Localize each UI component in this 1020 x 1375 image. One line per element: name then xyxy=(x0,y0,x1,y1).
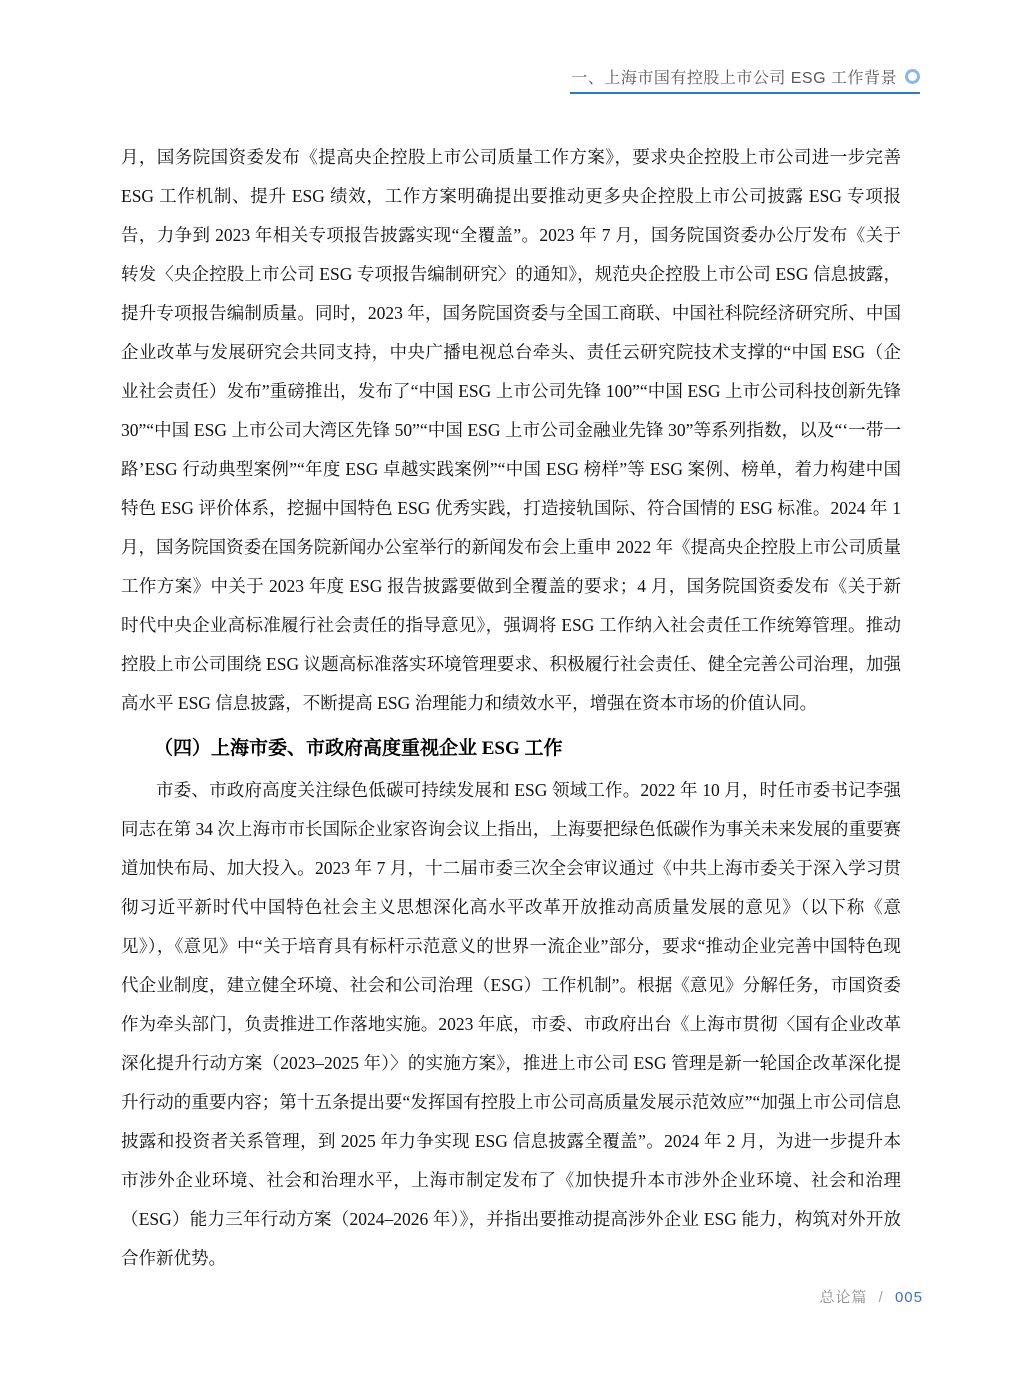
footer-section-label: 总论篇 xyxy=(819,1289,868,1306)
paragraph: 市委、市政府高度关注绿色低碳可持续发展和 ESG 领域工作。2022 年 10 月，时任市委书记李强同志在第 34 次上海市市长国际企业家咨询会议上指出，上海要把绿色低碳作为事关未来发展的重要赛道加快布局、加大投入。2023 年 7 月，十二届市委三次全会审议通过《中共上海市委关于深入学习贯彻习近平新时代中国特色社会主义思想深化高水平改革开放推动高质量发展的意见》（以下称《意见》），《意见》中“关于培育具有标杆示范意义的世界一流企业”部分，要求“推动企业完善中国特色现代企业制度，建立健全环境、社会和公司治理（ESG）工作机制”。根据《意见》分解任务，市国资委作为牵头部门，负责推进工作落地实施。2023 年底，市委、市政府出台《上海市贯彻〈国有企业改革深化提升行动方案（2023–2025 年）〉的实施方案》，推进上市公司 ESG 管理是新一轮国企改革深化提升行动的重要内容；第十五条提出要“发挥国有控股上市公司高质量发展示范效应”“加强上市公司信息披露和投资者关系管理，到 2025 年力争实现 ESG 信息披露全覆盖”。2024 年 2 月，为进一步提升本市涉外企业环境、社会和治理水平，上海市制定发布了《加快提升本市涉外企业环境、社会和治理（ESG）能力三年行动方案（2024–2026 年）》，并指出要推动提高涉外企业 ESG 能力，构筑对外开放合作新优势。 xyxy=(121,780,901,1268)
page-content xyxy=(121,138,901,1278)
footer-page-number: 005 xyxy=(894,1289,923,1306)
paragraph: 月，国务院国资委发布《提高央企控股上市公司质量工作方案》，要求央企控股上市公司进一步完善 ESG 工作机制、提升 ESG 绩效，工作方案明确提出要推动更多央企控股上市公司披露 ESG 专项报告，力争到 2023 年相关专项报告披露实现“全覆盖”。2023 年 7 月，国务院国资委办公厅发布《关于转发〈央企控股上市公司 ESG 专项报告编制研究〉的通知》，规范央企控股上市公司 ESG 信息披露，提升专项报告编制质量。同时，2023 年，国务院国资委与全国工商联、中国社科院经济研究所、中国企业改革与发展研究会共同支持，中央广播电视总台牵头、责任云研究院技术支撑的“中国 ESG（企业社会责任）发布”重磅推出，发布了“中国 ESG 上市公司先锋 100”“中国 ESG 上市公司科技创新先锋 30”“中国 ESG 上市公司大湾区先锋 50”“中国 ESG 上市公司金融业先锋 30”等系列指数，以及“‘一带一路’ESG 行动典型案例”“年度 ESG 卓越实践案例”“中国 ESG 榜样”等 ESG 案例、榜单，着力构建中国特色 ESG 评价体系，挖掘中国特色 ESG 优秀实践，打造接轨国际、符合国情的 ESG 标准。2024 年 1 月，国务院国资委在国务院新闻办公室举行的新闻发布会上重申 2022 年《提高央企控股上市公司质量工作方案》中关于 2023 年度 ESG 报告披露要做到全覆盖的要求；4 月，国务院国资委发布《关于新时代中央企业高标准履行社会责任的指导意见》，强调将 ESG 工作纳入社会责任工作统筹管理。推动控股上市公司围绕 ESG 议题高标准落实环境管理要求、积极履行社会责任、健全完善公司治理，加强高水平 ESG 信息披露，不断提高 ESG 治理能力和绩效水平，增强在资本市场的价值认同。 xyxy=(121,147,901,713)
footer-separator: / xyxy=(878,1289,884,1306)
ring-icon xyxy=(905,69,920,84)
page-footer xyxy=(819,1286,923,1307)
running-header xyxy=(570,60,920,94)
section-heading: （四）上海市委、市政府高度重视企业 ESG 工作 xyxy=(154,738,563,759)
running-header-title: 一、上海市国有控股上市公司 ESG 工作背景 xyxy=(571,69,897,87)
